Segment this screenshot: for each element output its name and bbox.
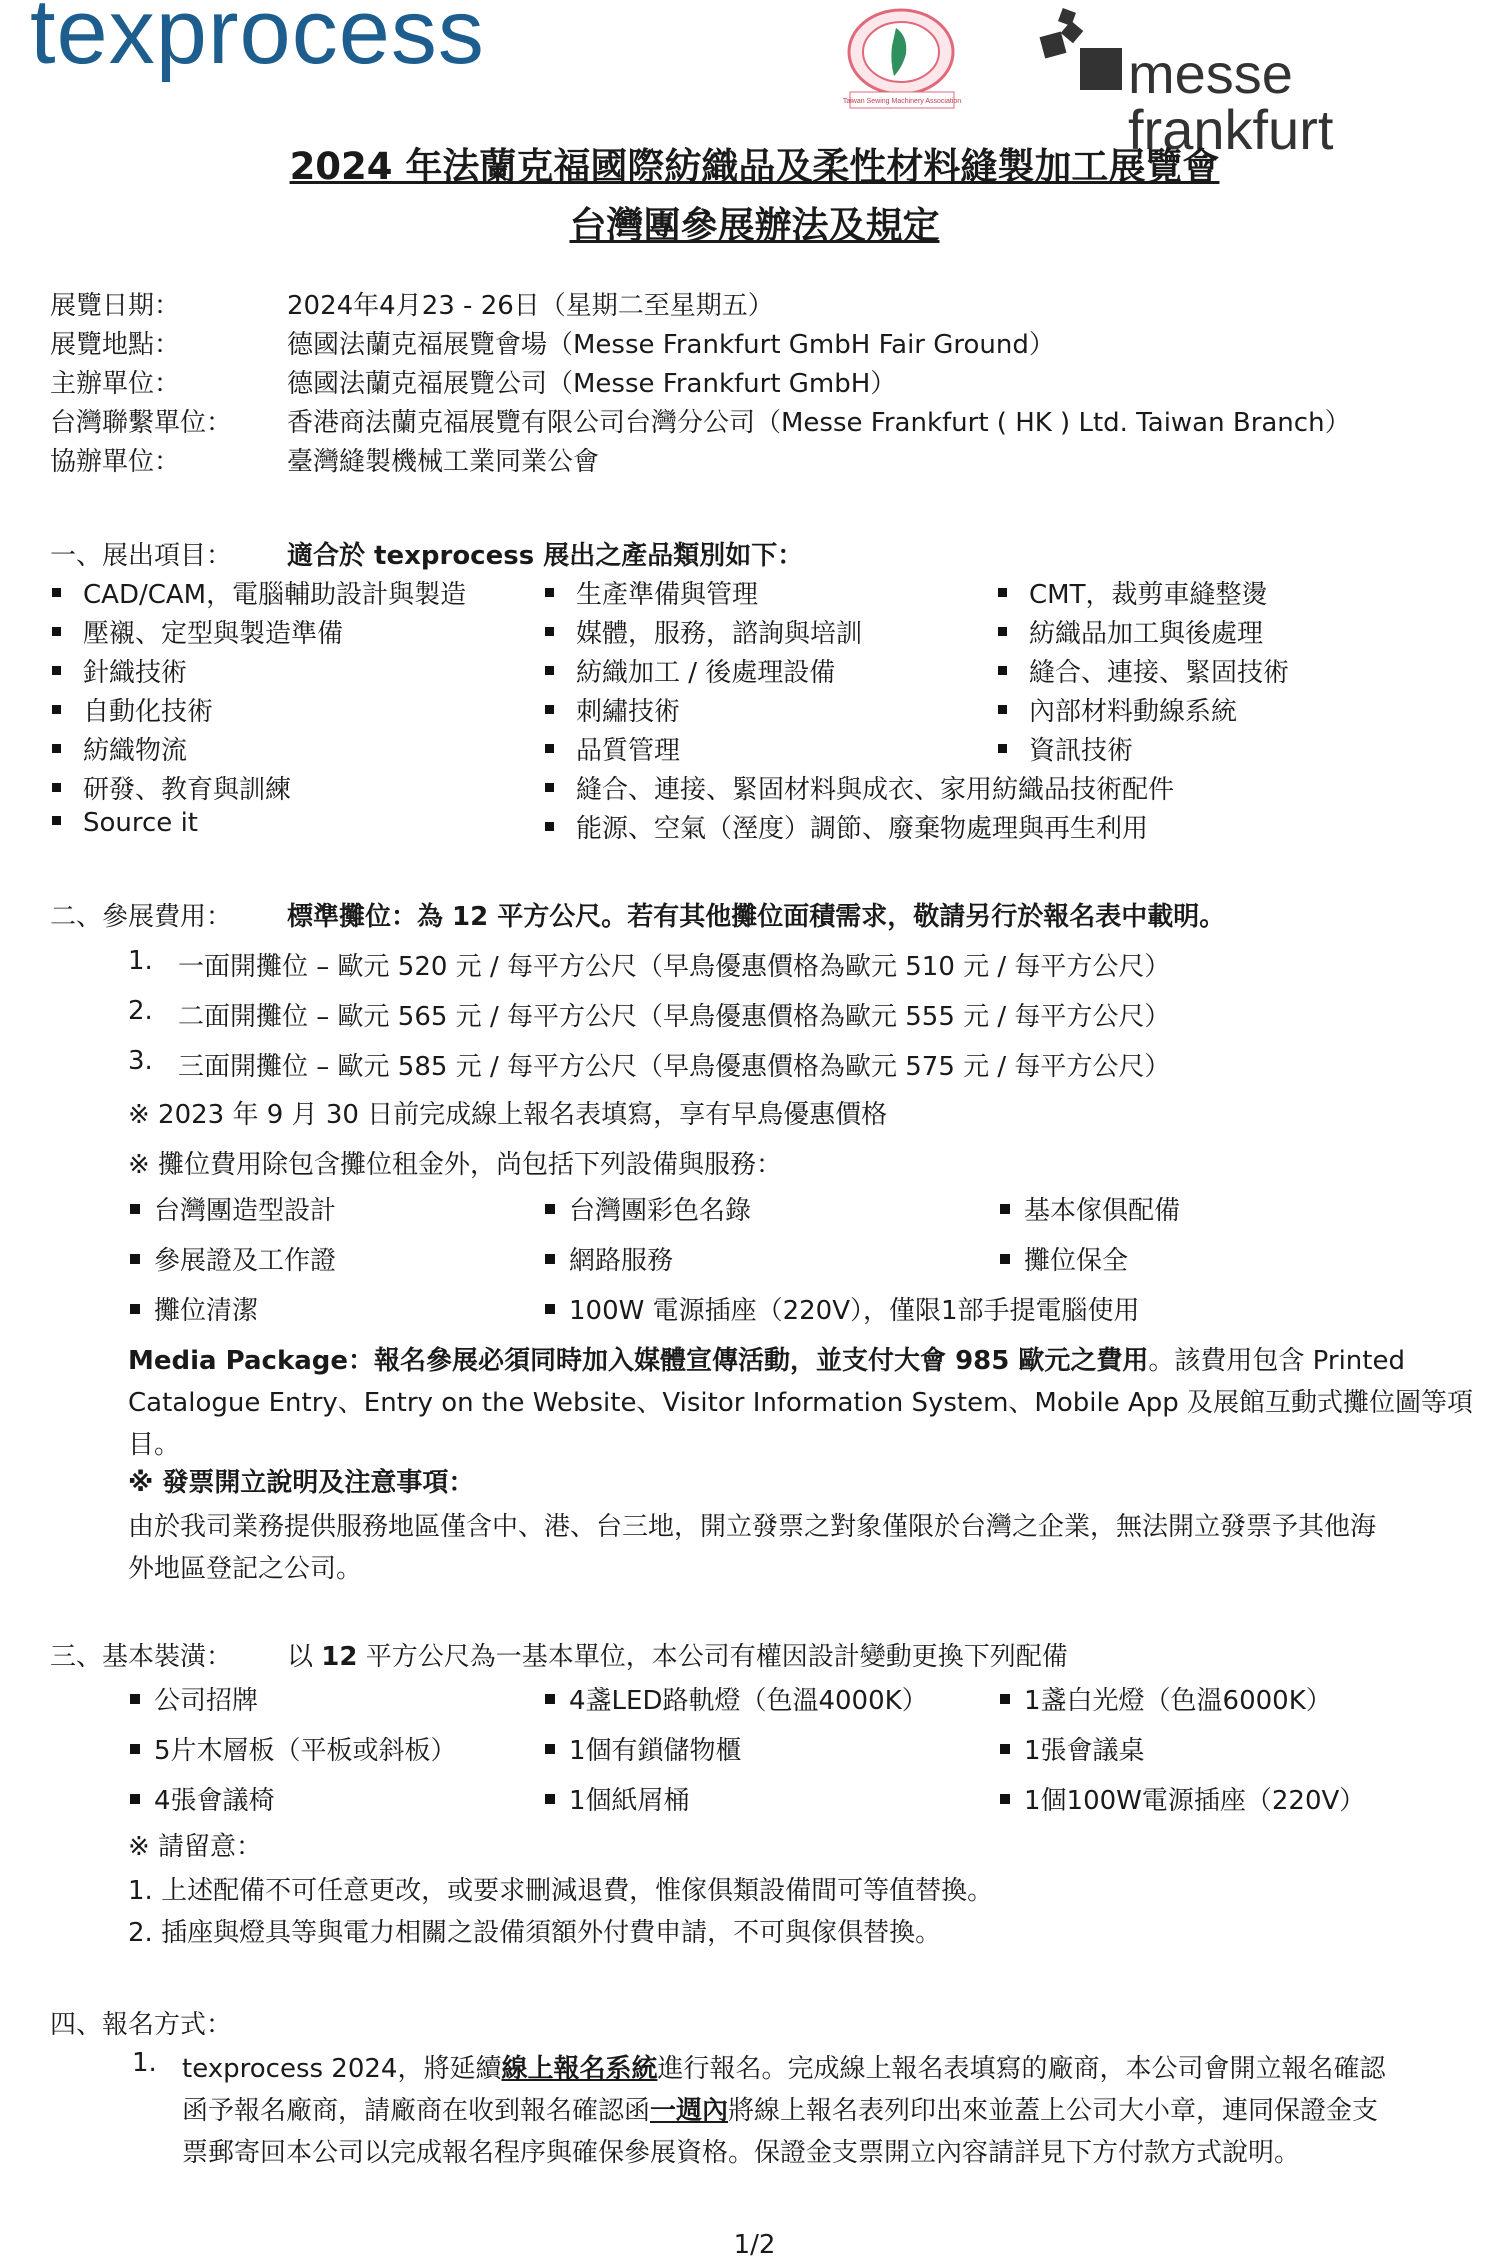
info-label: 協辦單位： bbox=[50, 447, 181, 477]
list-item: 網路服務 bbox=[545, 1240, 673, 1277]
list-item: 能源、空氣（溼度）調節、廢棄物處理與再生利用 bbox=[545, 808, 1148, 845]
notice-rule: 1. 上述配備不可任意更改，或要求刪減退費，惟傢俱類設備間可等值替換。 bbox=[128, 1876, 994, 1906]
list-item: 針織技術 bbox=[52, 652, 187, 689]
list-item: 1個有鎖儲物櫃 bbox=[545, 1730, 742, 1767]
info-value: 臺灣縫製機械工業同業公會 bbox=[287, 447, 600, 477]
services-note: ※ 攤位費用除包含攤位租金外，尚包括下列設備與服務： bbox=[128, 1150, 783, 1180]
texprocess-logo: texprocess bbox=[30, 0, 485, 83]
fee-number: 1. bbox=[128, 946, 153, 976]
registration-line2: 函予報名廠商，請廠商在收到報名確認函一週內將線上報名表列印出來並蓋上公司大小章，連同保證金支 bbox=[182, 2096, 1379, 2126]
info-label: 展覽地點： bbox=[50, 330, 181, 360]
list-item: 1盞白光燈（色溫6000K） bbox=[1000, 1680, 1332, 1717]
info-value: 德國法蘭克福展覽會場（Messe Frankfurt GmbH Fair Ground） bbox=[287, 330, 1055, 360]
list-item: 1個100W電源插座（220V） bbox=[1000, 1780, 1365, 1817]
info-value: 香港商法蘭克福展覽有限公司台灣分公司（Messe Frankfurt ( HK ) Ltd. Taiwan Branch） bbox=[287, 408, 1351, 438]
list-item: 資訊技術 bbox=[998, 730, 1133, 767]
list-item: 研發、教育與訓練 bbox=[52, 769, 291, 806]
list-item: 壓襯、定型與製造準備 bbox=[52, 613, 343, 650]
notice-rule: 2. 插座與燈具等與電力相關之設備須額外付費申請，不可與傢俱替換。 bbox=[128, 1918, 942, 1948]
list-item: CMT，裁剪車縫整燙 bbox=[998, 574, 1267, 611]
list-item: 基本傢俱配備 bbox=[1000, 1190, 1180, 1227]
document-title-line1: 2024 年法蘭克福國際紡織品及柔性材料縫製加工展覽會 bbox=[289, 145, 1220, 188]
seal-caption: Taiwan Sewing Machinery Association bbox=[842, 98, 962, 105]
list-item: 攤位清潔 bbox=[130, 1290, 258, 1327]
media-package-line2: Catalogue Entry、Entry on the Website、Visitor Information System、Mobile App 及展館互動式攤位圖等項 bbox=[128, 1388, 1474, 1418]
list-item: 4張會議椅 bbox=[130, 1780, 275, 1817]
list-item: 1張會議桌 bbox=[1000, 1730, 1145, 1767]
list-item: 內部材料動線系統 bbox=[998, 691, 1237, 728]
early-bird-note: ※ 2023 年 9 月 30 日前完成線上報名表填寫，享有早鳥優惠價格 bbox=[128, 1100, 888, 1130]
invoice-title: ※ 發票開立說明及注意事項： bbox=[128, 1468, 475, 1498]
list-item: Source it bbox=[52, 808, 198, 838]
info-value: 2024年4月23 - 26日（星期二至星期五） bbox=[287, 291, 774, 321]
list-item: 4盞LED路軌燈（色溫4000K） bbox=[545, 1680, 928, 1717]
page-number: 1/2 bbox=[733, 2230, 776, 2260]
section3-intro: 以 12 平方公尺為一基本單位，本公司有權因設計變動更換下列配備 bbox=[287, 1642, 1068, 1672]
list-item: 攤位保全 bbox=[1000, 1240, 1128, 1277]
list-item: 縫合、連接、緊固材料與成衣、家用紡織品技術配件 bbox=[545, 769, 1174, 806]
invoice-line2: 外地區登記之公司。 bbox=[128, 1554, 363, 1584]
list-item: CAD/CAM，電腦輔助設計與製造 bbox=[52, 574, 466, 611]
notice-title: ※ 請留意： bbox=[128, 1832, 263, 1862]
media-package-line1: Media Package：報名參展必須同時加入媒體宣傳活動，並支付大會 985 歐元之費用。該費用包含 Printed bbox=[128, 1346, 1405, 1376]
list-item: 品質管理 bbox=[545, 730, 680, 767]
list-item: 刺繡技術 bbox=[545, 691, 680, 728]
messe-frankfurt-logo: messe frankfurt bbox=[1128, 42, 1334, 161]
list-item: 台灣團造型設計 bbox=[130, 1190, 336, 1227]
messe-frankfurt-mark-icon bbox=[1036, 8, 1126, 98]
association-seal-icon bbox=[836, 6, 966, 110]
section1-label: 一、展出項目： bbox=[50, 541, 233, 571]
list-item: 紡織加工 / 後處理設備 bbox=[545, 652, 835, 689]
registration-number: 1. bbox=[132, 2048, 157, 2078]
list-item: 參展證及工作證 bbox=[130, 1240, 336, 1277]
info-label: 主辦單位： bbox=[50, 369, 181, 399]
list-item: 紡織品加工與後處理 bbox=[998, 613, 1263, 650]
fee-number: 3. bbox=[128, 1046, 153, 1076]
section3-label: 三、基本裝潢： bbox=[50, 1642, 233, 1672]
info-label: 展覽日期： bbox=[50, 291, 181, 321]
info-value: 德國法蘭克福展覽公司（Messe Frankfurt GmbH） bbox=[287, 369, 897, 399]
section4-label: 四、報名方式： bbox=[50, 2010, 233, 2040]
info-label: 台灣聯繫單位： bbox=[50, 408, 233, 438]
section2-label: 二、參展費用： bbox=[50, 902, 233, 932]
registration-line3: 票郵寄回本公司以完成報名程序與確保參展資格。保證金支票開立內容請詳見下方付款方式說明。 bbox=[182, 2138, 1301, 2168]
document-title-line2: 台灣團參展辦法及規定 bbox=[569, 204, 940, 247]
list-item: 100W 電源插座（220V），僅限1部手提電腦使用 bbox=[545, 1290, 1140, 1327]
media-package-line3: 目。 bbox=[128, 1430, 181, 1460]
fee-text: 一面開攤位 – 歐元 520 元 / 每平方公尺（早鳥優惠價格為歐元 510 元 / 每平方公尺） bbox=[178, 952, 1171, 982]
list-item: 縫合、連接、緊固技術 bbox=[998, 652, 1289, 689]
list-item: 公司招牌 bbox=[130, 1680, 258, 1717]
section1-intro: 適合於 texprocess 展出之產品類別如下： bbox=[287, 541, 804, 571]
registration-line1: texprocess 2024，將延續線上報名系統進行報名。完成線上報名表填寫的廠商，本公司會開立報名確認 bbox=[182, 2054, 1386, 2084]
list-item: 台灣團彩色名錄 bbox=[545, 1190, 751, 1227]
list-item: 5片木層板（平板或斜板） bbox=[130, 1730, 457, 1767]
invoice-line1: 由於我司業務提供服務地區僅含中、港、台三地，開立發票之對象僅限於台灣之企業，無法開立發票予其他海 bbox=[128, 1512, 1377, 1542]
list-item: 生產準備與管理 bbox=[545, 574, 758, 611]
list-item: 媒體，服務，諮詢與培訓 bbox=[545, 613, 862, 650]
list-item: 自動化技術 bbox=[52, 691, 213, 728]
list-item: 紡織物流 bbox=[52, 730, 187, 767]
section2-intro: 標準攤位：為 12 平方公尺。若有其他攤位面積需求，敬請另行於報名表中載明。 bbox=[287, 902, 1226, 932]
fee-text: 三面開攤位 – 歐元 585 元 / 每平方公尺（早鳥優惠價格為歐元 575 元 / 每平方公尺） bbox=[178, 1052, 1171, 1082]
fee-number: 2. bbox=[128, 996, 153, 1026]
list-item: 1個紙屑桶 bbox=[545, 1780, 690, 1817]
fee-text: 二面開攤位 – 歐元 565 元 / 每平方公尺（早鳥優惠價格為歐元 555 元 / 每平方公尺） bbox=[178, 1002, 1171, 1032]
